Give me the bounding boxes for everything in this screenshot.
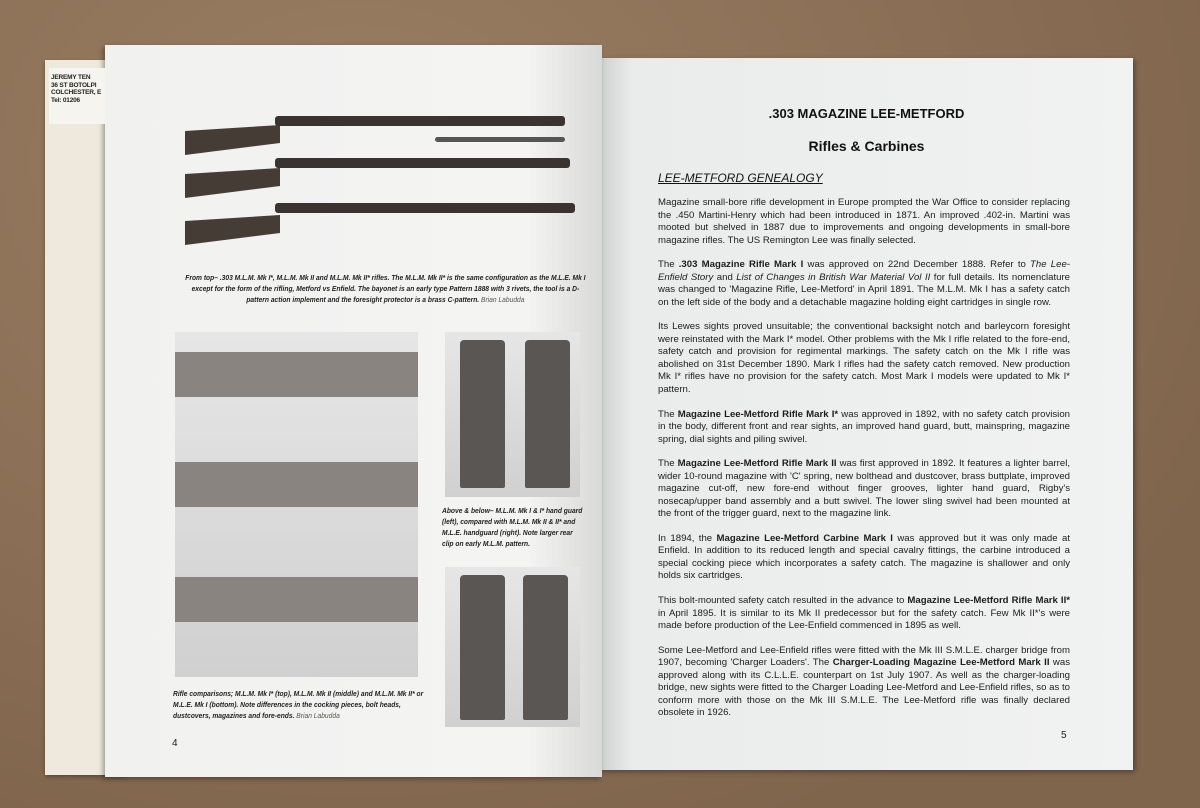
rifle-detail (175, 352, 418, 397)
handguard-photo-bottom (445, 567, 580, 727)
rifle-barrel (275, 116, 565, 126)
text-run: was approved but it was only made at Enfield. In addition to its reduced length and special cavalry fittings, the carbine introduced a special cocking piece which incorporates a safety catch. The magazine is shallower and only holds six cartridges. (658, 532, 1070, 582)
handguard (460, 575, 505, 720)
paragraph (658, 458, 1070, 521)
paragraph (658, 533, 1070, 583)
text-run: and (713, 271, 737, 283)
body-text (658, 197, 1070, 732)
paragraph (658, 595, 1070, 633)
text-run: In 1894, the (658, 532, 717, 544)
bayonet (435, 137, 565, 142)
page-subtitle: Rifles & Carbines (808, 138, 925, 154)
text-run: Charger-Loading Magazine Lee-Metford Mark II (832, 657, 1050, 669)
rifle-detail (175, 577, 418, 622)
text-run: Magazine small-bore rifle development in Europe prompted the War Office to consider replacing the .450 Martini-Henry which had been introduced in 1871. An improved .402-in. Martini was mooted but shelved in 1887 due to improvements and ongoing developments in small-bore magazine rifles. The US Remington Lee was finally selected. (658, 197, 1070, 246)
address-label (49, 68, 105, 124)
text-run: .303 Magazine Rifle Mark I (678, 259, 804, 271)
rifle-stock (185, 168, 280, 198)
text-run: List of Changes in British War Material Vol II (736, 271, 931, 283)
caption-text: From top– .303 M.L.M. Mk I*, M.L.M. Mk II and M.L.M. Mk II* rifles. The M.L.M. Mk II* is the same configuration as the M.L.E. Mk I except for the form of the rifling, Metford vs Enfield. The bayonet is an early type Pattern 1888 with 3 rivets, the tool is a D-pattern action implement and the foresight protector is a brass C-pattern. (185, 273, 586, 304)
text-run: Magazine Lee-Metford Rifle Mark II* (907, 595, 1070, 607)
text-run: Magazine Lee-Metford Rifle Mark I* (677, 408, 839, 420)
text-run: Magazine Lee-Metford Carbine Mark I (716, 532, 893, 544)
handguard (460, 340, 505, 488)
page-number: 4 (172, 738, 178, 749)
handguard (525, 340, 570, 488)
text-run: The (658, 458, 678, 470)
text-run: in April 1895. It is similar to its Mk II predecessor but for the safety catch. Few Mk II*'s were made before production of the Lee-Enfield commenced in 1895 as well. (658, 607, 1070, 632)
rifle-stock (185, 215, 280, 245)
label-line: 36 ST BOTOLPI (51, 81, 97, 89)
label-line: COLCHESTER, E (51, 89, 102, 96)
text-run: was first approved in 1892. It features a lighter barrel, wider 10-round magazine with 'C' spring, new bolthead and dustcover, brass buttplate, improved magazine cut-off, new fore-end without finger grooves, lighter hand guard, Rigby's nosecap/upper band assembly and a butt swivel. The lower sling swivel had been mounted at the front of the trigger guard, next to the magazine link. (658, 458, 1070, 520)
paragraph (658, 409, 1070, 447)
page-number: 5 (1061, 730, 1067, 741)
rifle-barrel (275, 203, 575, 213)
rifle-detail (175, 462, 418, 507)
text-run: for full details. Its nomenclature was changed to 'Magazine Rifle, Lee-Metford' in April 1891. The M.L.M. Mk I has a safety catch on the left side of the body and a detachable magazine holding eight cartridges in single row. (658, 271, 1070, 308)
rifle-stock (185, 125, 280, 155)
text-run: The (658, 259, 679, 271)
caption-handguard: Above & below– M.L.M. Mk I & I* hand guard (left), compared with M.L.M. Mk II & II* and M.L.E. handguard (right). Note larger rear clip on early M.L.M. pattern. (442, 506, 583, 548)
label-line: Tel: 01206 (51, 96, 80, 104)
right-page (600, 58, 1133, 770)
paragraph (658, 197, 1070, 247)
handguard (523, 575, 568, 720)
left-page (105, 45, 602, 777)
section-heading: LEE-METFORD GENEALOGY (658, 171, 823, 185)
photo-credit: Brian Labudda (481, 295, 525, 304)
text-run: The Lee-Enfield Story (658, 259, 1070, 283)
paragraph (658, 259, 1070, 309)
text-run: Its Lewes sights proved unsuitable; the conventional backsight notch and barleycorn foresight were reinstated with the Mark I* model. Other problems with the Mk I rifle related to the fore-end, safety catch and provision for regimental markings. The safety catch on the Mk I rifle was abolished on 31st December 1890. Mark I rifles had the safety catch removed. New production Mk I* rifles have no provision for the safety catch. Most Mark I models were updated to Mk I* pattern. (658, 321, 1070, 395)
rifle-comparison-photo (175, 332, 418, 677)
text-run: Magazine Lee-Metford Rifle Mark II (677, 458, 837, 470)
page-title: .303 MAGAZINE LEE-METFORD (768, 106, 965, 121)
text-run: was approved along with its C.L.L.E. counterpart on 1st July 1907. As well as the charger-loading bridge, new sights were fitted to the Charger Loading Lee-Metford and Lee-Enfield rifles, so as to conform more with those on the Mk III S.M.L.E. The Lee-Metford rifle was finally declared obsolete in 1926. (658, 657, 1070, 719)
paragraph (658, 321, 1070, 396)
text-run: was approved in 1892, with no safety catch provision in the body, different front and rear sights, an improved hand guard, butt, mainspring, magazine spring, dial sights and piling swivel. (658, 408, 1070, 445)
rifle-barrel (275, 158, 570, 168)
label-line: JEREMY TEN (51, 74, 91, 81)
handguard-photo-top (445, 332, 580, 497)
caption-top (183, 272, 588, 305)
photo-credit: Brian Labudda (296, 711, 340, 720)
caption-text: Rifle comparisons; M.L.M. Mk I* (top), M.L.M. Mk II (middle) and M.L.M. Mk II* or M.L.E. Mk I (bottom). Note differences in the cocking pieces, bolt heads, dustcovers, magazines and fore-ends. (173, 689, 424, 720)
rifles-photo (180, 100, 580, 260)
text-run: The (658, 408, 678, 420)
text-run: Some Lee-Metford and Lee-Enfield rifles were fitted with the Mk III S.M.L.E. charger bridge from 1907, becoming 'Charger Loaders'. The (658, 644, 1070, 669)
text-run: was approved on 22nd December 1888. Refer to (803, 259, 1031, 271)
paragraph (658, 645, 1070, 720)
text-run: This bolt-mounted safety catch resulted in the advance to (658, 595, 908, 607)
caption-bottom (173, 688, 424, 721)
